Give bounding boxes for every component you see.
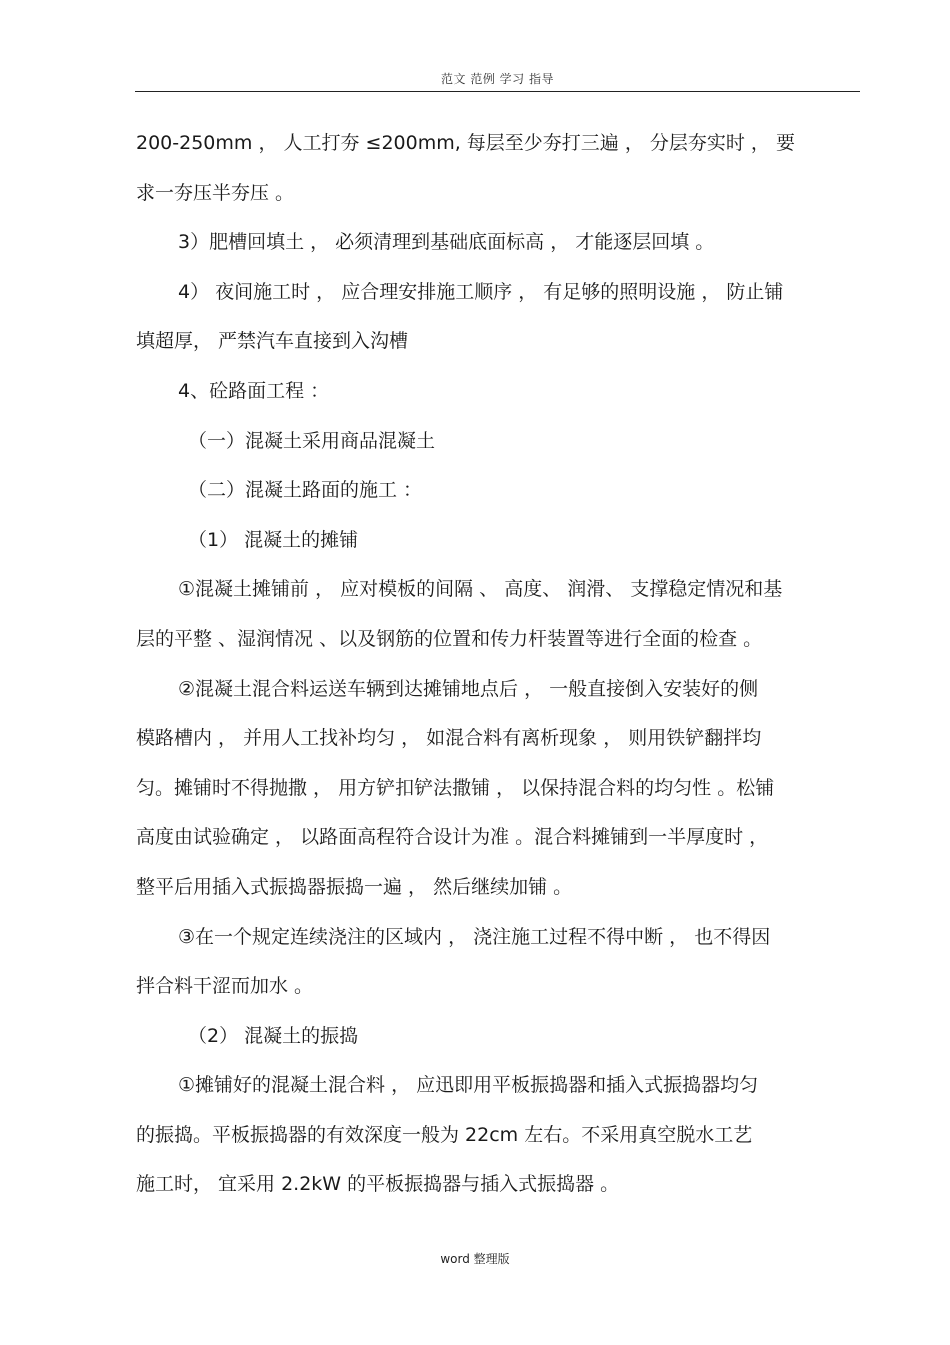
text-line: 匀。摊铺时不得抛撒 ， 用方铲扣铲法撒铺 ， 以保持混合料的均匀性 。松铺 xyxy=(136,776,775,799)
text-line: 填超厚， 严禁汽车直接到入沟槽 xyxy=(136,330,409,353)
item-heading: （2） 混凝土的振捣 xyxy=(188,1024,359,1047)
document-body xyxy=(136,126,856,1217)
text-line: 200-250mm ， 人工打夯 ≤200mm, 每层至少夯打三遍 ， 分层夯实时 ， 要 xyxy=(136,132,795,154)
text-line: ①混凝土摊铺前 ， 应对模板的间隔 、 高度、 润滑、 支撑稳定情况和基 xyxy=(178,578,783,601)
text-line: ①摊铺好的混凝土混合料 ， 应迅即用平板振捣器和插入式振捣器均匀 xyxy=(178,1074,759,1097)
text-line: 高度由试验确定 ， 以路面高程符合设计为准 。混合料摊铺到一半厚度时 ， xyxy=(136,826,769,849)
text-line: 的振捣。平板振捣器的有效深度一般为 22cm 左右。不采用真空脱水工艺 xyxy=(136,1123,753,1146)
text-line: ③在一个规定连续浇注的区域内 ， 浇注施工过程不得中断 ， 也不得因 xyxy=(178,925,771,948)
text-line: 拌合料干涩而加水 。 xyxy=(136,975,314,998)
text-line: ②混凝土混合料运送车辆到达摊铺地点后 ， 一般直接倒入安装好的侧 xyxy=(178,677,759,700)
text-line: 4） 夜间施工时 ， 应合理安排施工顺序 ， 有足够的照明设施 ， 防止铺 xyxy=(178,280,784,303)
page-header xyxy=(135,70,860,92)
text-line: 求一夯压半夯压 。 xyxy=(136,181,295,204)
header-divider xyxy=(135,91,860,92)
subsection-heading: （二）混凝土路面的施工 ： xyxy=(188,479,423,502)
text-line: 整平后用插入式振捣器振捣一遍 ， 然后继续加铺 。 xyxy=(136,875,573,898)
footer-text: word 整理版 xyxy=(440,1252,510,1266)
subsection-heading: （一）混凝土采用商品混凝土 xyxy=(188,429,436,452)
item-heading: （1） 混凝土的摊铺 xyxy=(188,528,359,551)
section-heading: 4、砼路面工程 ： xyxy=(178,379,330,402)
text-line: 层的平整 、湿润情况 、以及钢筋的位置和传力杆装置等进行全面的检查 。 xyxy=(136,627,763,650)
text-line: 3）肥槽回填土 ， 必须清理到基础底面标高 ， 才能逐层回填 。 xyxy=(178,231,715,254)
text-line: 施工时， 宜采用 2.2kW 的平板振捣器与插入式振捣器 。 xyxy=(136,1173,620,1196)
text-line: 模路槽内 ， 并用人工找补均匀 ， 如混合料有离析现象 ， 则用铁铲翻拌均 xyxy=(136,727,762,750)
page-footer xyxy=(0,1250,950,1267)
header-text: 范文 范例 学习 指导 xyxy=(441,72,554,86)
